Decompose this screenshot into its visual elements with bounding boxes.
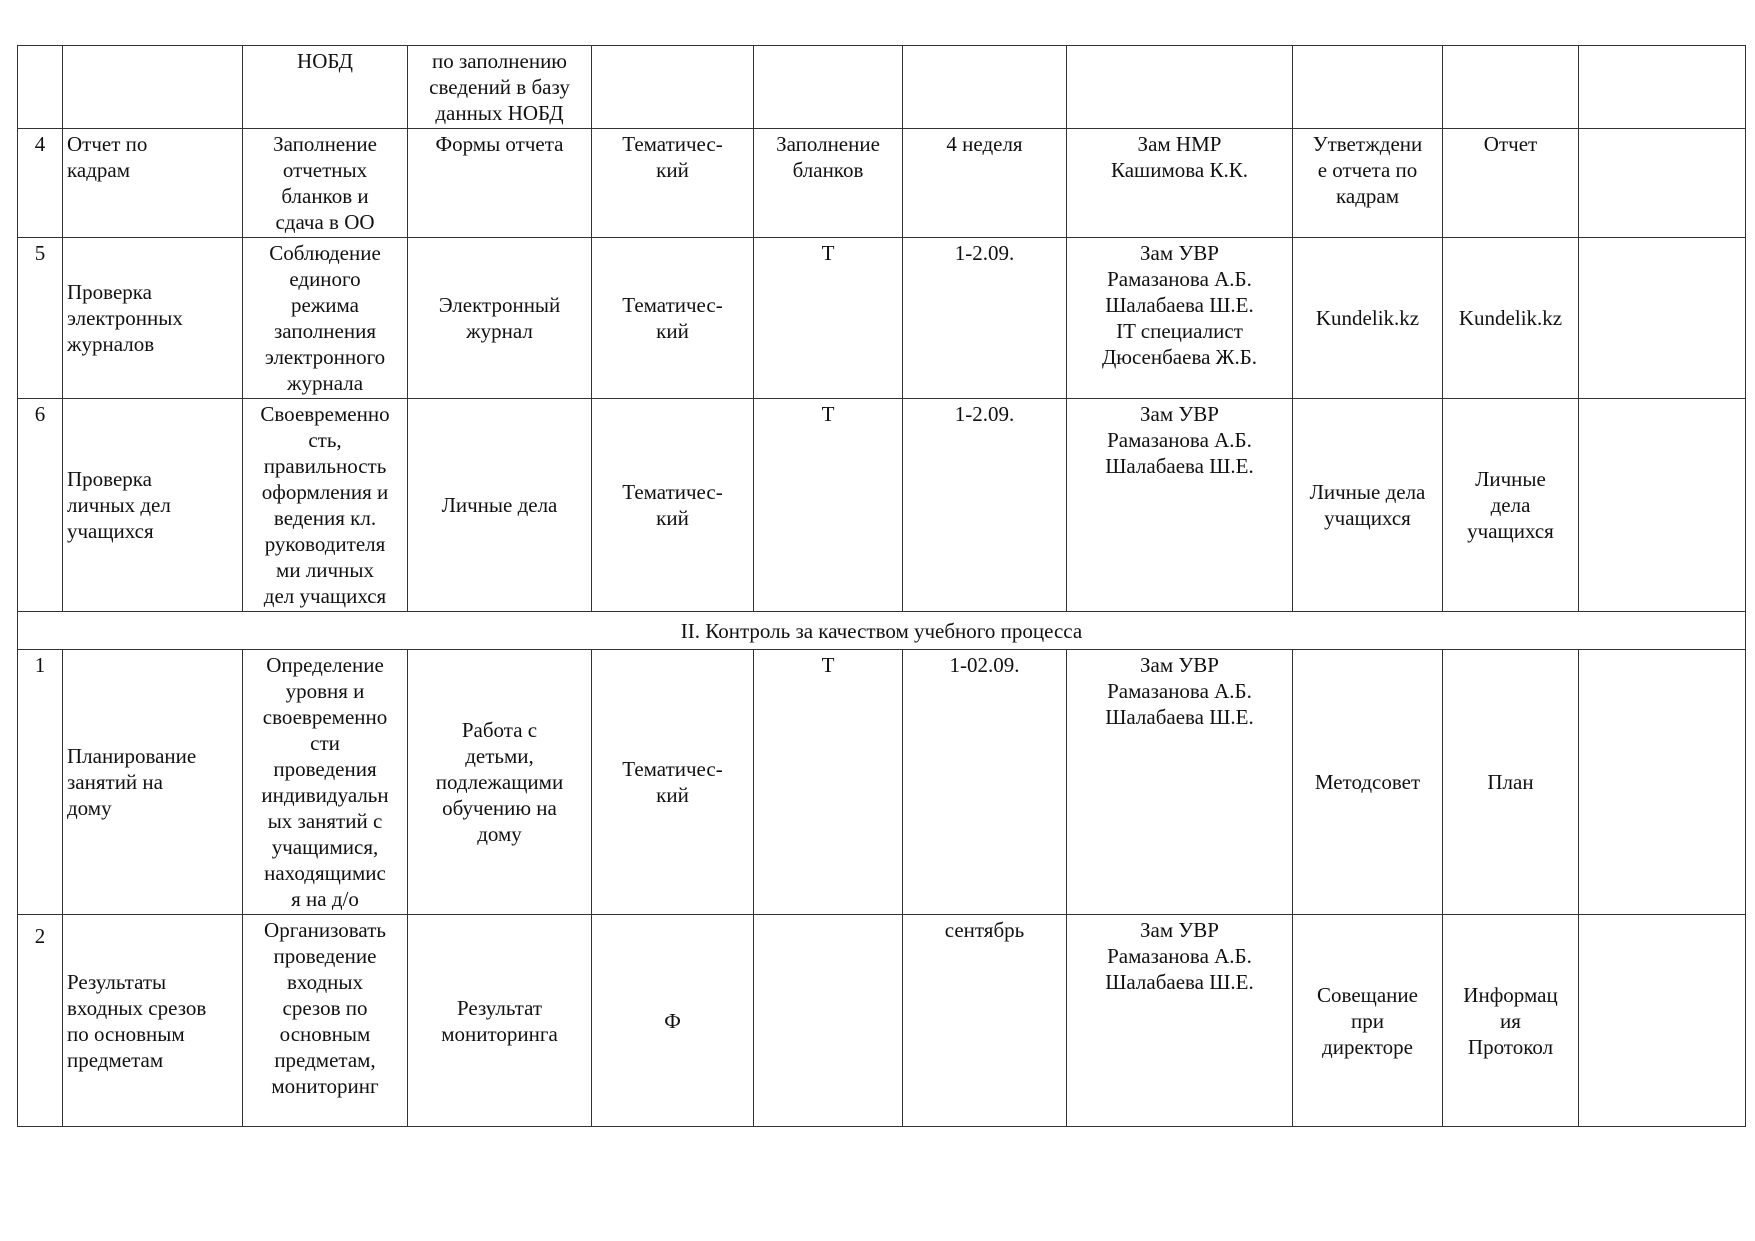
cell-method xyxy=(754,46,903,129)
cell-review: Методсовет xyxy=(1293,650,1443,915)
cell-kind: Тематичес- кий xyxy=(592,650,754,915)
cell-goal: НОБД xyxy=(243,46,408,129)
cell-goal: Организовать проведение входных срезов по основным предметам, мониторинг xyxy=(243,915,408,1127)
cell-responsible: Зам НМР Кашимова К.К. xyxy=(1067,129,1293,238)
cell-date: 1-02.09. xyxy=(903,650,1067,915)
cell-object: по заполнению сведений в базу данных НОБД xyxy=(408,46,592,129)
cell-date: сентябрь xyxy=(903,915,1067,1127)
cell-date: 1-2.09. xyxy=(903,238,1067,399)
cell-goal: Определение уровня и своевременно сти проведения индивидуальн ых занятий с учащимися, находящимис я на д/о xyxy=(243,650,408,915)
table-row xyxy=(18,129,1746,238)
cell-method xyxy=(754,915,903,1127)
control-plan-table xyxy=(17,45,1746,1127)
cell-note xyxy=(1579,650,1746,915)
cell-name: Проверка электронных журналов xyxy=(63,238,243,399)
cell-review: Личные дела учащихся xyxy=(1293,399,1443,612)
cell-result: Информац ия Протокол xyxy=(1443,915,1579,1127)
cell-num: 5 xyxy=(18,238,63,399)
table-row xyxy=(18,46,1746,129)
cell-kind: Тематичес- кий xyxy=(592,399,754,612)
cell-review: Совещание при директоре xyxy=(1293,915,1443,1127)
section-row xyxy=(18,612,1746,650)
cell-note xyxy=(1579,129,1746,238)
table-row xyxy=(18,650,1746,915)
cell-responsible: Зам УВР Рамазанова А.Б. Шалабаева Ш.Е. xyxy=(1067,399,1293,612)
cell-kind: Тематичес- кий xyxy=(592,129,754,238)
cell-name: Результаты входных срезов по основным предметам xyxy=(63,915,243,1127)
cell-note xyxy=(1579,399,1746,612)
cell-object: Работа с детьми, подлежащими обучению на дому xyxy=(408,650,592,915)
cell-name xyxy=(63,46,243,129)
cell-num xyxy=(18,46,63,129)
cell-result: Отчет xyxy=(1443,129,1579,238)
cell-result: Kundelik.kz xyxy=(1443,238,1579,399)
cell-review: Kundelik.kz xyxy=(1293,238,1443,399)
cell-responsible: Зам УВР Рамазанова А.Б. Шалабаева Ш.Е. IT специалист Дюсенбаева Ж.Б. xyxy=(1067,238,1293,399)
cell-responsible: Зам УВР Рамазанова А.Б. Шалабаева Ш.Е. xyxy=(1067,915,1293,1127)
cell-object: Электронный журнал xyxy=(408,238,592,399)
cell-method: Т xyxy=(754,238,903,399)
cell-result: План xyxy=(1443,650,1579,915)
cell-kind: Тематичес- кий xyxy=(592,238,754,399)
cell-review xyxy=(1293,46,1443,129)
table-row xyxy=(18,915,1746,1127)
cell-num: 4 xyxy=(18,129,63,238)
cell-object: Формы отчета xyxy=(408,129,592,238)
cell-date: 4 неделя xyxy=(903,129,1067,238)
cell-method: Т xyxy=(754,650,903,915)
cell-kind xyxy=(592,46,754,129)
cell-date xyxy=(903,46,1067,129)
cell-goal: Соблюдение единого режима заполнения электронного журнала xyxy=(243,238,408,399)
cell-num: 6 xyxy=(18,399,63,612)
table-row xyxy=(18,238,1746,399)
cell-responsible xyxy=(1067,46,1293,129)
cell-method: Заполнение бланков xyxy=(754,129,903,238)
cell-name: Отчет по кадрам xyxy=(63,129,243,238)
cell-kind: Ф xyxy=(592,915,754,1127)
cell-date: 1-2.09. xyxy=(903,399,1067,612)
cell-note xyxy=(1579,915,1746,1127)
table-row xyxy=(18,399,1746,612)
cell-result: Личные дела учащихся xyxy=(1443,399,1579,612)
cell-method: Т xyxy=(754,399,903,612)
cell-responsible: Зам УВР Рамазанова А.Б. Шалабаева Ш.Е. xyxy=(1067,650,1293,915)
cell-note xyxy=(1579,238,1746,399)
cell-name: Планирование занятий на дому xyxy=(63,650,243,915)
section-title: II. Контроль за качеством учебного процесса xyxy=(18,612,1746,650)
cell-result xyxy=(1443,46,1579,129)
cell-object: Личные дела xyxy=(408,399,592,612)
cell-num: 1 xyxy=(18,650,63,915)
cell-name: Проверка личных дел учащихся xyxy=(63,399,243,612)
cell-goal: Заполнение отчетных бланков и сдача в ОО xyxy=(243,129,408,238)
cell-review: Утветждени е отчета по кадрам xyxy=(1293,129,1443,238)
cell-object: Результат мониторинга xyxy=(408,915,592,1127)
cell-goal: Своевременно сть, правильность оформления и ведения кл. руководителя ми личных дел учащихся xyxy=(243,399,408,612)
cell-num: 2 xyxy=(18,915,63,1127)
cell-note xyxy=(1579,46,1746,129)
